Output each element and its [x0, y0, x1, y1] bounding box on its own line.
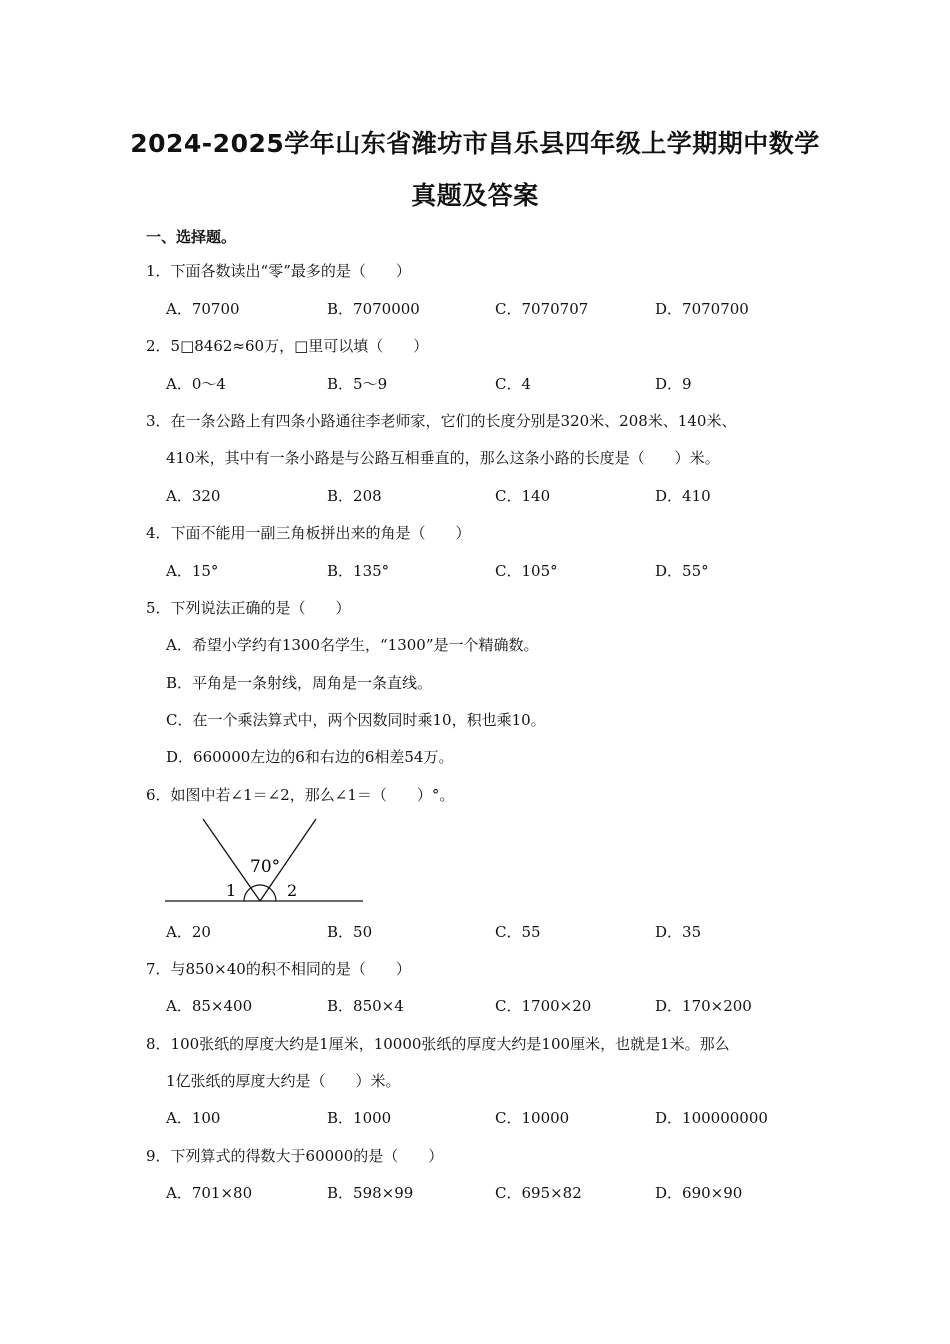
document-title-line2: 真题及答案 [411, 181, 539, 210]
question-2-stem: 2．5□8462≈60万，□里可以填（ ） [146, 337, 429, 355]
angle-figure [160, 815, 370, 907]
question-1-stem: 1．下面各数读出“零”最多的是（ ） [146, 262, 411, 280]
question-7-option-b: B．850×4 [327, 997, 404, 1015]
angle-1-label: 1 [226, 881, 237, 900]
question-7-option-a: A．85×400 [166, 997, 253, 1015]
question-6-option-c: C．55 [495, 923, 541, 941]
question-9-option-c: C．695×82 [495, 1184, 582, 1202]
question-8-stem: 8．100张纸的厚度大约是1厘米，10000张纸的厚度大约是100厘米，也就是1米。那么 [146, 1035, 730, 1053]
section-heading: 一、选择题。 [146, 228, 237, 246]
question-4-option-a: A．15° [166, 562, 219, 580]
question-6-stem: 6．如图中若∠1＝∠2，那么∠1＝（ ）°。 [146, 786, 455, 804]
document-title-line1: 2024-2025学年山东省潍坊市昌乐县四年级上学期期中数学 [130, 129, 820, 158]
question-9-option-a: A．701×80 [166, 1184, 253, 1202]
question-4-option-b: B．135° [327, 562, 390, 580]
question-8-option-a: A．100 [166, 1109, 221, 1127]
question-9-option-b: B．598×99 [327, 1184, 414, 1202]
question-2-option-b: B．5～9 [327, 375, 388, 393]
question-5-stem: 5．下列说法正确的是（ ） [146, 599, 351, 617]
question-9-option-d: D．690×90 [655, 1184, 743, 1202]
question-1-option-b: B．7070000 [327, 300, 420, 318]
question-5-option-d: D．660000左边的6和右边的6相差54万。 [166, 748, 454, 766]
angle-2-label: 2 [287, 881, 298, 900]
question-1-option-c: C．7070707 [495, 300, 589, 318]
question-3-stem: 3．在一条公路上有四条小路通往李老师家，它们的长度分别是320米、208米、140米、 [146, 412, 737, 430]
question-8-option-c: C．10000 [495, 1109, 570, 1127]
question-4-stem: 4．下面不能用一副三角板拼出来的角是（ ） [146, 524, 471, 542]
question-2-option-a: A．0～4 [166, 375, 226, 393]
question-7-option-c: C．1700×20 [495, 997, 592, 1015]
question-7-stem: 7．与850×40的积不相同的是（ ） [146, 960, 411, 978]
question-5-option-c: C．在一个乘法算式中，两个因数同时乘10，积也乘10。 [166, 711, 546, 729]
angle-arc [244, 885, 276, 901]
question-5-option-b: B．平角是一条射线，周角是一条直线。 [166, 674, 433, 692]
question-3-option-d: D．410 [655, 487, 711, 505]
question-7-option-d: D．170×200 [655, 997, 752, 1015]
question-6-option-a: A．20 [166, 923, 211, 941]
question-9-stem: 9．下列算式的得数大于60000的是（ ） [146, 1147, 444, 1165]
question-8-stem-continued: 1亿张纸的厚度大约是（ ）米。 [166, 1072, 401, 1090]
question-8-option-d: D．100000000 [655, 1109, 768, 1127]
question-2-option-d: D．9 [655, 375, 692, 393]
question-8-option-b: B．1000 [327, 1109, 392, 1127]
question-3-option-b: B．208 [327, 487, 382, 505]
question-3-stem-continued: 410米，其中有一条小路是与公路互相垂直的，那么这条小路的长度是（ ）米。 [166, 449, 720, 467]
question-1-option-a: A．70700 [166, 300, 240, 318]
question-2-option-c: C．4 [495, 375, 532, 393]
question-4-option-c: C．105° [495, 562, 558, 580]
angle-70-label: 70° [250, 857, 281, 877]
question-3-option-c: C．140 [495, 487, 551, 505]
question-6-option-d: D．35 [655, 923, 702, 941]
question-5-option-a: A．希望小学约有1300名学生，“1300”是一个精确数。 [166, 636, 539, 654]
question-6-option-b: B．50 [327, 923, 373, 941]
question-1-option-d: D．7070700 [655, 300, 749, 318]
question-3-option-a: A．320 [166, 487, 221, 505]
question-4-option-d: D．55° [655, 562, 709, 580]
